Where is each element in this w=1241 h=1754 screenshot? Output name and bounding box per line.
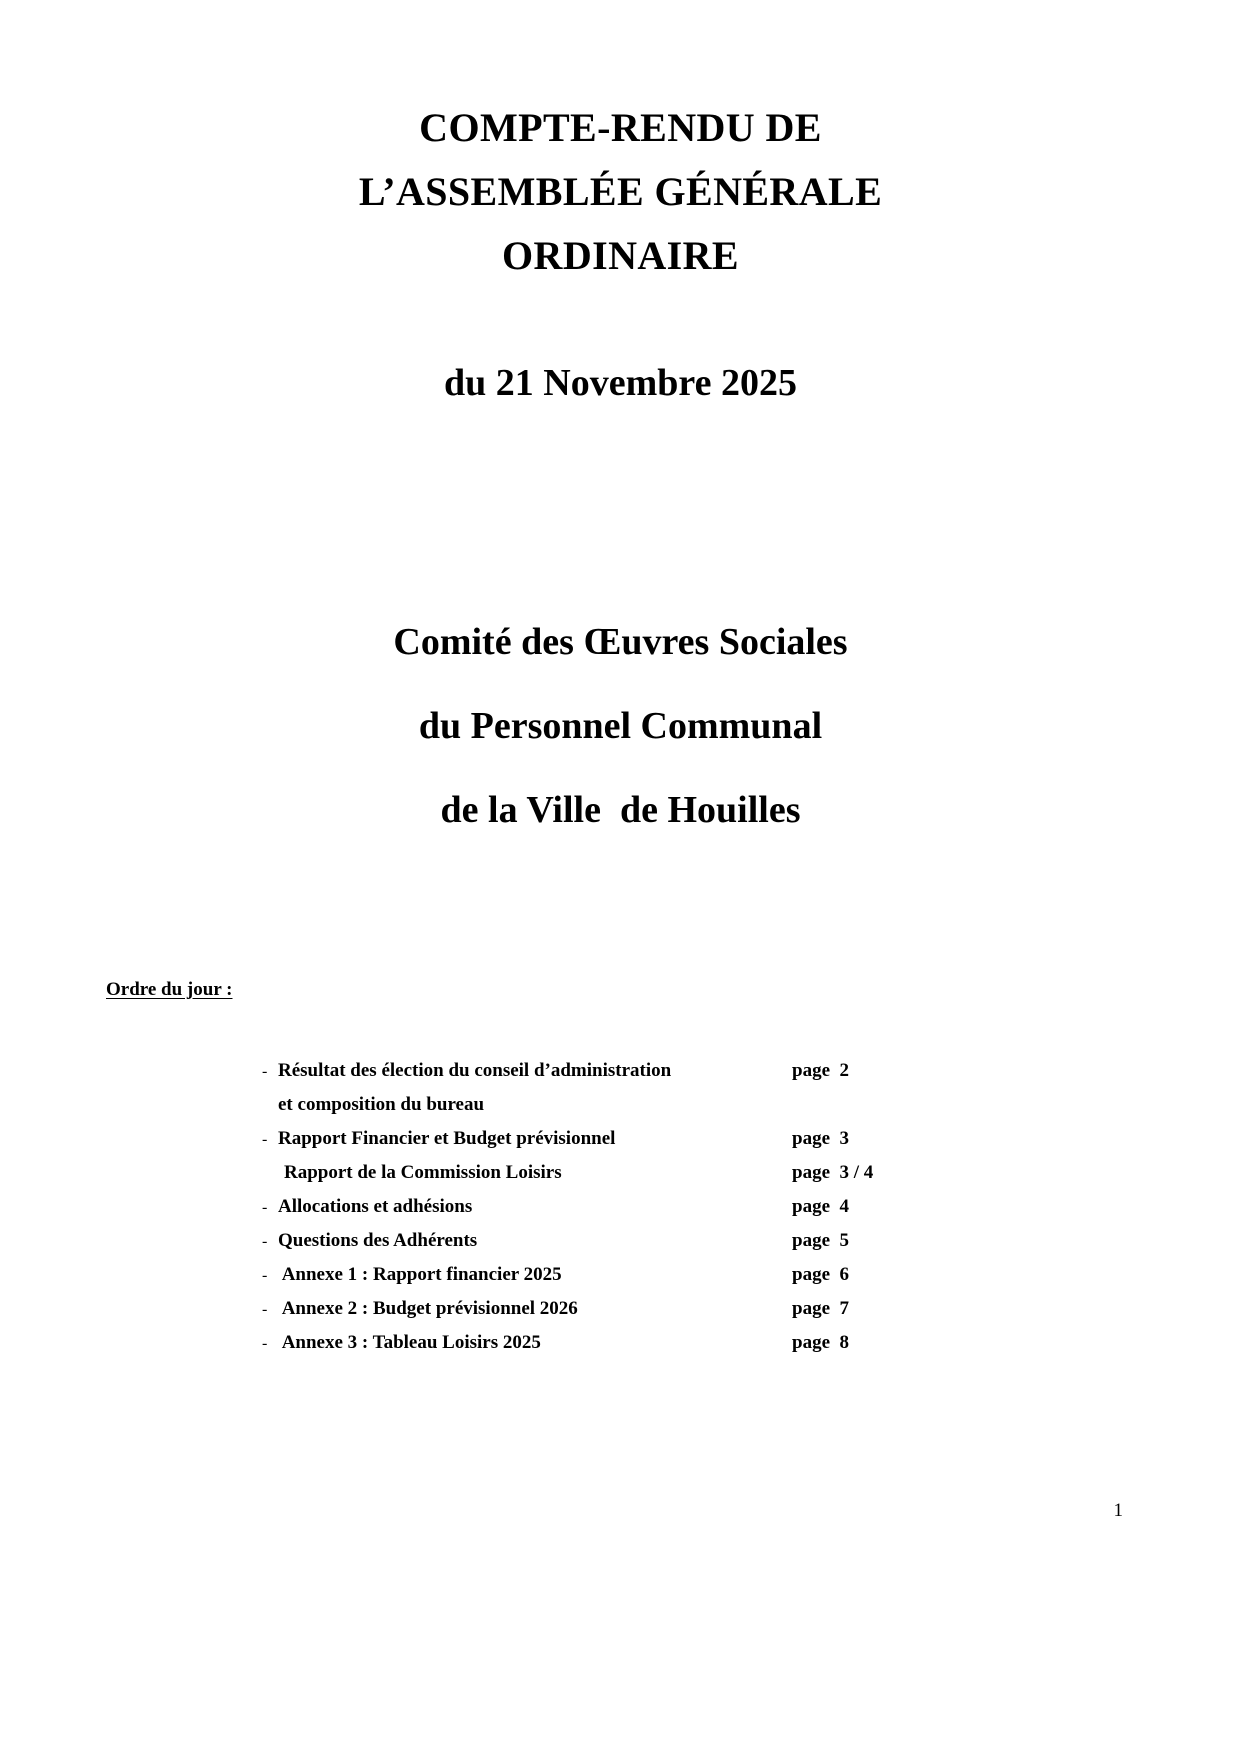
agenda-item	[262, 1298, 902, 1332]
agenda-list	[262, 1060, 902, 1366]
agenda-item-label: Annexe 3 : Tableau Loisirs 2025	[278, 1332, 541, 1353]
agenda-bullet-icon: -	[262, 1131, 268, 1148]
agenda-item-label: Annexe 1 : Rapport financier 2025	[278, 1264, 562, 1285]
agenda-item-label: Résultat des élection du conseil d’administration	[278, 1060, 672, 1081]
organisation-line-3: de la Ville de Houilles	[440, 789, 801, 831]
agenda-bullet-icon: -	[262, 1335, 268, 1352]
agenda-bullet-icon: -	[262, 1267, 268, 1284]
agenda-item-label: Rapport de la Commission Loisirs	[284, 1162, 562, 1183]
title-line-3: ORDINAIRE	[502, 233, 739, 278]
agenda-item	[262, 1128, 902, 1162]
agenda-heading: Ordre du jour :	[106, 979, 233, 1000]
agenda-item-page: page 5	[792, 1230, 849, 1251]
agenda-item-label: Annexe 2 : Budget prévisionnel 2026	[278, 1298, 578, 1319]
agenda-item-page: page 2	[792, 1060, 849, 1081]
agenda-item	[262, 1332, 902, 1366]
agenda-item	[262, 1162, 902, 1196]
agenda-item	[262, 1060, 902, 1094]
footer-page-number: 1	[1113, 1500, 1123, 1521]
agenda-item	[262, 1264, 902, 1298]
agenda-item-label: Rapport Financier et Budget prévisionnel	[278, 1128, 616, 1149]
title-line-1: COMPTE-RENDU DE	[419, 105, 822, 150]
agenda-item-page: page 6	[792, 1264, 849, 1285]
title-line-2: L’ASSEMBLÉE GÉNÉRALE	[358, 169, 883, 214]
agenda-bullet-icon: -	[262, 1199, 268, 1216]
agenda-bullet-icon: -	[262, 1063, 268, 1080]
agenda-item	[262, 1230, 902, 1264]
agenda-item	[262, 1094, 902, 1128]
agenda-bullet-icon: -	[262, 1301, 268, 1318]
agenda-item-label: et composition du bureau	[278, 1094, 485, 1115]
agenda-item-page: page 4	[792, 1196, 849, 1217]
agenda-item-page: page 7	[792, 1298, 849, 1319]
organisation-line-2: du Personnel Communal	[418, 705, 823, 747]
agenda-item-label: Questions des Adhérents	[278, 1230, 478, 1251]
agenda-item-page: page 3	[792, 1128, 849, 1149]
organisation-name	[0, 600, 1241, 852]
agenda-item-page: page 3 / 4	[792, 1162, 874, 1183]
agenda-item	[262, 1196, 902, 1230]
meeting-date: du 21 Novembre 2025	[444, 362, 797, 404]
agenda-item-label: Allocations et adhésions	[278, 1196, 473, 1217]
agenda-item-page: page 8	[792, 1332, 849, 1353]
document-title	[0, 96, 1241, 288]
agenda-bullet-icon: -	[262, 1233, 268, 1250]
organisation-line-1: Comité des Œuvres Sociales	[393, 621, 848, 663]
